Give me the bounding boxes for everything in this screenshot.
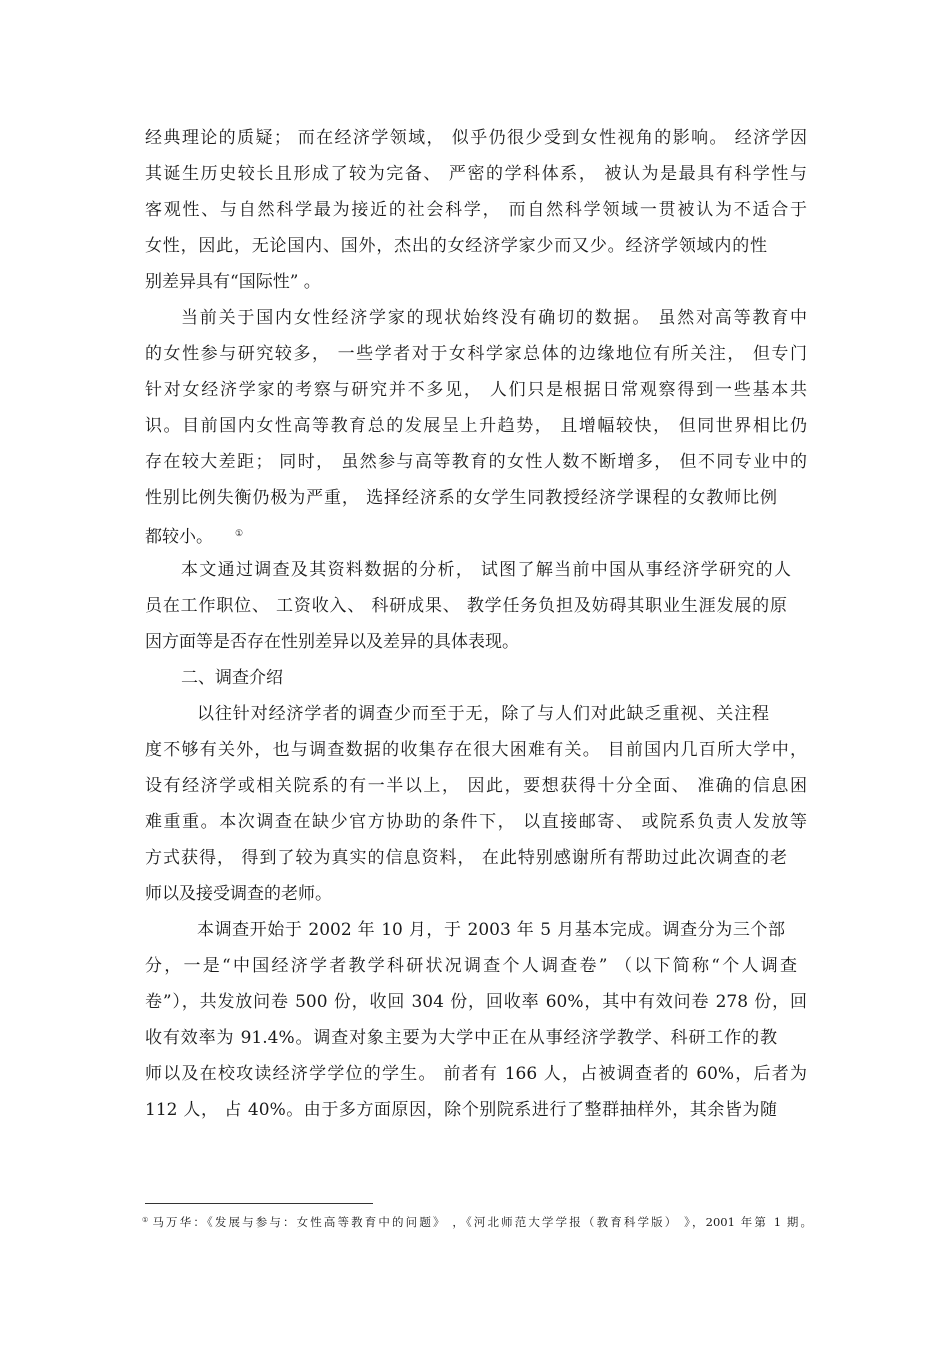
text-line: 方式获得， 得到了较为真实的信息资料， 在此特别感谢所有帮助过此次调查的老 xyxy=(145,848,787,868)
text-line: 卷”），共发放问卷 500 份，收回 304 份，回收率 60%，其中有效问卷 278 份，回 xyxy=(145,992,807,1012)
text-line xyxy=(145,516,807,552)
section-heading: 二、调查介绍 xyxy=(181,668,283,688)
text-line: 因方面等是否存在性别差异以及差异的具体表现。 xyxy=(145,632,519,652)
text-line: 客观性、与自然科学最为接近的社会科学， 而自然科学领域一贯被认为不适合于 xyxy=(145,200,807,220)
text-line: 设有经济学或相关院系的有一半以上， 因此，要想获得十分全面、 准确的信息困 xyxy=(145,776,807,796)
footnote-reference[interactable]: ① xyxy=(235,529,244,539)
text-line: 收有效率为 91.4%。调查对象主要为大学中正在从事经济学教学、科研工作的教 xyxy=(145,1028,777,1048)
text-line: 112 人， 占 40%。由于多方面原因，除个别院系进行了整群抽样外，其余皆为随 xyxy=(145,1100,777,1120)
text-line: 女性，因此，无论国内、国外，杰出的女经济学家少而又少。经济学领域内的性 xyxy=(145,236,767,256)
text-line: 本文通过调查及其资料数据的分析， 试图了解当前中国从事经济学研究的人 xyxy=(181,560,791,580)
text-line: 别差异具有“国际性” 。 xyxy=(145,272,321,292)
text-line: 难重重。本次调查在缺少官方协助的条件下， 以直接邮寄、 或院系负责人发放等 xyxy=(145,812,807,832)
body-text xyxy=(145,120,807,1128)
text-line: 的女性参与研究较多， 一些学者对于女科学家总体的边缘地位有所关注， 但专门 xyxy=(145,344,807,364)
text-line: 其诞生历史较长且形成了较为完备、 严密的学科体系， 被认为是最具有科学性与 xyxy=(145,164,807,184)
text-line: 度不够有关外，也与调查数据的收集存在很大困难有关。 目前国内几百所大学中， xyxy=(145,740,807,760)
footnote-text: 马万华：《发展与参与：女性高等教育中的问题》 ，《河北师范大学学报（教育科学版） 》，2001 年第 1 期。 xyxy=(152,1215,813,1229)
text-line: 本调查开始于 2002 年 10 月，于 2003 年 5 月基本完成。调查分为三个部 xyxy=(197,920,785,940)
text-line: 分，一是“中国经济学者教学科研状况调查个人调查卷” （以下简称“个人调查 xyxy=(145,956,797,976)
text-line: 当前关于国内女性经济学家的现状始终没有确切的数据。 虽然对高等教育中 xyxy=(181,308,807,328)
footnote-mark: ① xyxy=(142,1216,151,1224)
text-line-content: 都较小。 xyxy=(145,527,213,547)
text-line: 针对女经济学家的考察与研究并不多见， 人们只是根据日常观察得到一些基本共 xyxy=(145,380,807,400)
text-line: 员在工作职位、 工资收入、 科研成果、 教学任务负担及妨碍其职业生涯发展的原 xyxy=(145,596,787,616)
text-line: 性别比例失衡仍极为严重， 选择经济系的女学生同教授经济学课程的女教师比例 xyxy=(145,488,777,508)
text-line: 师以及在校攻读经济学学位的学生。 前者有 166 人，占被调查者的 60%，后者为 xyxy=(145,1064,807,1084)
text-line: 师以及接受调查的老师。 xyxy=(145,884,332,904)
footnote-divider xyxy=(145,1203,373,1204)
text-line: 经典理论的质疑； 而在经济学领域， 似乎仍很少受到女性视角的影响。 经济学因 xyxy=(145,128,807,148)
text-line: 识。目前国内女性高等教育总的发展呈上升趋势， 且增幅较快， 但同世界相比仍 xyxy=(145,416,807,436)
footnote xyxy=(142,1211,812,1231)
text-line: 存在较大差距； 同时， 虽然参与高等教育的女性人数不断增多， 但不同专业中的 xyxy=(145,452,807,472)
text-line: 以往针对经济学者的调查少而至于无，除了与人们对此缺乏重视、关注程 xyxy=(197,704,769,724)
